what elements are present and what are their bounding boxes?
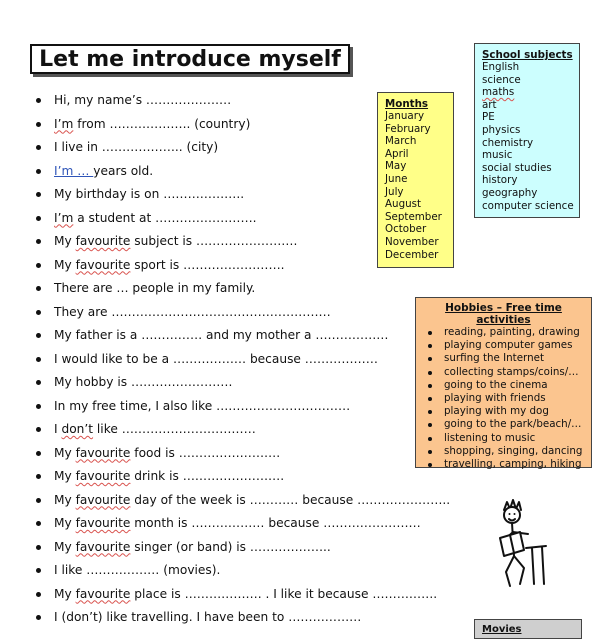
sentence-line [0, 536, 450, 560]
subject-item: history [482, 174, 518, 187]
sentence-line [0, 301, 450, 325]
underlined-word: favourite [75, 539, 131, 554]
sentence-line [0, 583, 450, 607]
subject-item: maths [482, 86, 515, 99]
sentence-line [0, 348, 450, 372]
sentence-text: food is ……………………. [130, 445, 281, 460]
sentence-line [0, 465, 450, 489]
sentence-prefix: My [54, 257, 76, 272]
month-item: February [385, 122, 431, 135]
sentence-text: I (don’t) like travelling. I have been to ……………… [54, 610, 362, 624]
sentence-line [0, 489, 450, 513]
sentence-prefix: My [54, 586, 76, 601]
month-item: November [385, 235, 439, 248]
sentence-text: singer (or band) is ……………….. [130, 539, 331, 554]
sentence-text: They are ……………………………………………… [54, 304, 331, 319]
sentence-text: sport is ……………………. [130, 257, 285, 272]
month-item: July [385, 185, 404, 198]
sentence-prefix: My [54, 469, 76, 483]
hobby-item: surfing the Internet [426, 352, 591, 365]
hobby-item: playing with my dog [426, 405, 591, 418]
sentence-text: In my free time, I also like …………………………… [54, 398, 351, 413]
sentence-prefix: My [54, 492, 76, 507]
sentence-text: I live in ……………….. (city) [54, 140, 219, 154]
underlined-word: I’m [54, 116, 74, 131]
sentence-prefix: My [54, 445, 76, 460]
subject-item: art [482, 98, 497, 111]
month-item: April [385, 147, 409, 160]
sentence-text: My hobby is ……………………. [54, 375, 233, 389]
sentence-line [0, 277, 450, 301]
months-box [377, 92, 454, 268]
month-item: August [385, 198, 422, 211]
hobby-item: going to the park/beach/… [426, 418, 591, 431]
school-subjects-heading: School subjects [482, 49, 573, 61]
sentence-text: place is ………………. . I like it because ……………. [130, 586, 438, 601]
sentence-text: subject is ……………………. [130, 234, 298, 248]
school-subjects-list [482, 61, 579, 212]
month-item: December [385, 248, 439, 261]
subject-item: chemistry [482, 136, 534, 149]
stick-figure-reading-illustration [490, 498, 552, 590]
sentence-text: Hi, my name’s ………………… [54, 93, 232, 107]
month-item: September [385, 210, 442, 223]
sentence-text: like …………………………… [93, 422, 256, 436]
hobby-item: playing with friends [426, 392, 591, 405]
hobby-item: going to the cinema [426, 379, 591, 392]
hobby-item: collecting stamps/coins/… [426, 366, 591, 379]
hobby-item: playing computer games [426, 339, 591, 352]
school-subjects-box [474, 43, 580, 218]
month-item: June [385, 172, 408, 185]
sentence-text: There are … people in my family. [54, 281, 256, 295]
sentence-line [0, 418, 450, 442]
underlined-word: I’m … [54, 163, 94, 178]
underlined-word: favourite [75, 445, 131, 460]
sentence-text: My birthday is on ……………….. [54, 187, 245, 201]
subject-item: English [482, 61, 520, 73]
subject-item: geography [482, 186, 538, 199]
underlined-word: favourite [75, 516, 131, 530]
sentence-text: I like ……………… (movies). [54, 563, 221, 577]
movies-box [474, 619, 582, 639]
hobby-item: reading, painting, drawing [426, 326, 591, 339]
hobbies-box [415, 297, 592, 471]
page-title: Let me introduce myself [30, 44, 350, 74]
underlined-word: I’m [54, 210, 74, 225]
sentence-text: from ……………….. (country) [73, 116, 251, 131]
subject-item: social studies [482, 161, 552, 174]
sentence-text: years old. [93, 163, 154, 178]
sentence-text: day of the week is ………… because ………………….. [130, 492, 451, 507]
subject-item: music [482, 149, 513, 162]
sentence-prefix: I [54, 422, 62, 436]
underlined-word: favourite [75, 492, 131, 507]
sentence-prefix: My [54, 516, 76, 530]
hobby-item: shopping, singing, dancing [426, 445, 591, 458]
underlined-word: favourite [75, 586, 131, 601]
month-item: October [385, 223, 427, 236]
sentence-text: month is ……………… because …………………… [130, 516, 421, 530]
movies-heading: Movies [482, 624, 522, 635]
hobbies-heading: Hobbies – Free time activities [445, 302, 562, 326]
sentence-line [0, 559, 450, 583]
subject-item: PE [482, 111, 495, 124]
underlined-word: favourite [75, 234, 131, 248]
sentence-prefix: My [54, 539, 76, 554]
months-list [385, 110, 453, 261]
month-item: January [385, 110, 425, 122]
months-heading: Months [385, 98, 429, 110]
subject-item: computer science [482, 199, 574, 212]
subject-item: physics [482, 123, 521, 136]
sentence-prefix: My [54, 234, 76, 248]
month-item: March [385, 135, 417, 148]
sentence-line [0, 512, 450, 536]
underlined-word: don’t [61, 422, 94, 436]
underlined-word: favourite [75, 257, 131, 272]
sentence-text: My father is a …………… and my mother a ……………… [54, 328, 389, 342]
hobbies-list [426, 326, 591, 471]
sentence-text: drink is ……………………. [130, 469, 285, 483]
subject-item: science [482, 73, 521, 86]
sentence-text: I would like to be a ……………… because ……………… [54, 351, 378, 366]
sentence-line [0, 395, 450, 419]
sentence-line [0, 324, 450, 348]
hobby-item: listening to music [426, 432, 591, 445]
sentence-line [0, 606, 450, 630]
month-item: May [385, 160, 407, 173]
underlined-word: favourite [75, 469, 131, 483]
sentence-text: a student at ……………………. [73, 210, 257, 225]
sentence-line [0, 442, 450, 466]
hobby-item: travelling, camping, hiking [426, 458, 591, 471]
sentence-line [0, 371, 450, 395]
